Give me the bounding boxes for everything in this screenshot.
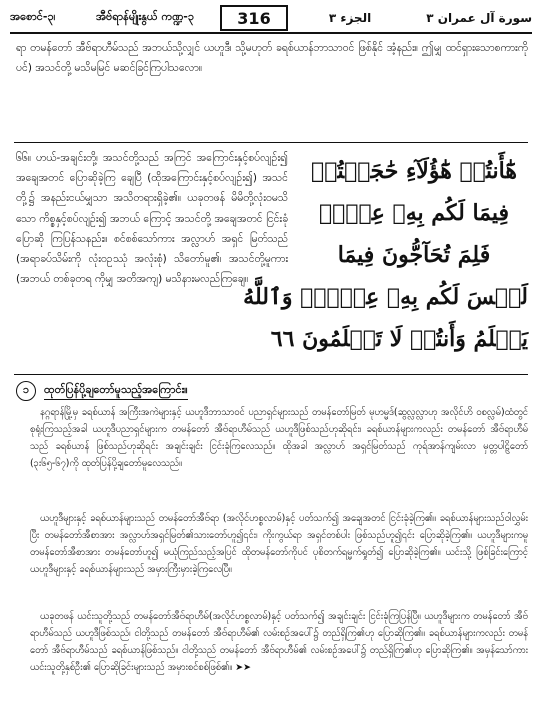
- arabic-line: هَٰٓأَنتُمۡ هَٰٓؤُلَآءِ حَٰجَجۡتُمۡ: [311, 158, 517, 184]
- arabic-line: فَلِمَ تُحَآجُّونَ فِيمَا: [337, 242, 491, 268]
- footnote-heading: [16, 380, 188, 402]
- continue-arrow-icon: ➤➤: [235, 662, 251, 673]
- divider-bottom: [14, 374, 528, 375]
- continued-paragraph: ရာ တမန်တော် အီဗ်ရာဟီမ်သည် အဘယ်သို့လျှင် ယဟူဒီ၊ သို့မဟုတ် ခရစ်ယာန်ဘာသာဝင် ဖြစ်နိုင် အံ့နည်း။ ဤမျှ ထင်ရှားသောစကားကိုပင်) အသင်တို့ မသိမမြင် မဆင်ခြင်ကြပါသလော။: [16, 42, 528, 74]
- juz-label: الجزء ٣: [328, 11, 372, 25]
- arabic-verse: [243, 150, 528, 366]
- book-title: အီဗ်ရာန်မျိုးနွယ် ကဏ္ဍ-၃: [95, 10, 195, 23]
- footnote-text: ယခုတဖန် ယင်းသူတို့သည် တမန်တော်အီဗ်ရာဟီမ်(အလိုင်ဟစ္စလာမ်)နှင့် ပတ်သက်၍ အချင်းချင်း ငြင်းခုံကြပြန်ပြီ။ ယဟူဒီများက တမန်တော် အီဗ်ရာဟီမ်သည် ယဟူဒီဖြစ်သည်၊ ငါတို့သည် တမန်တော် အီဗ်ရာဟီမ်၏ လမ်းစဉ်အပေါ်၌ တည်ရှိကြ၏ဟု ပြောဆိုကြ၏။ ခရစ်ယာန်များကလည်း တမန်တော် အီဗ်ရာဟီမ်သည် ခရစ်ယာန်ဖြစ်သည်။ ငါတို့သည် တမန်တော် အီဗ်ရာဟီမ်၏ လမ်းစဉ်အပေါ်၌ တည်ရှိကြ၏ဟု ပြောဆိုကြ၏။ အမှန်သော်ကား ယင်းသူတို့နှစ်ဦး၏ ပြောဆိုခြင်းများသည် အမှားစင်စစ်ဖြစ်၏။: [30, 611, 528, 673]
- page-number: 316: [220, 5, 288, 31]
- divider-top: [14, 142, 528, 143]
- page-header: [10, 4, 532, 34]
- arabic-line: لَيۡسَ لَكُم بِهِۦ عِلۡمٞۚ وَٱللَّهُ: [243, 284, 528, 310]
- footnote-paragraph: နဂ္ဂရာန်မြို့မှ ခရစ်ယာန် အကြီးအကဲများနှင့် ယဟူဒီဘာသာဝင် ပညာရှင်များသည် တမန်တော်မြတ် မုဟမ္မဒ်(ဆွလ္လလ္လာဟု အလိုင်ဟိ ဝစလ္လမ်)ထံတွင် စုရုံးကြသည့်အခါ ယဟူဒီပညာရှင်များက တမန်တော် အီဗ်ရာဟီမ်သည် ယဟူဒီဖြစ်သည်ဟုဆိုရင်း၊ ခရစ်ယာန်များကလည်း တမန်တော် အီဗ်ရာဟီမ်သည် ခရစ်ယာန် ဖြစ်သည်ဟုဆိုရင်း အချင်းချင်း ငြင်းခုံကြလေသည်။ ထိုအခါ အလ္လာဟ် အရှင်မြတ်သည် ကုရ်အာန်ကျမ်းလာ မှတ္တပါဠိတော် (၃း၆၅-၆၇)ကို ထုတ်ပြန်ပို့ချတော်မူလေသည်။: [30, 407, 528, 469]
- surah-label: سورة آل عمران ٣: [426, 11, 532, 25]
- volume-label: အစောင်-၃၊: [10, 10, 56, 23]
- arabic-line: فِيمَا لَكُم بِهِۦ عِلۡمٞ: [318, 200, 510, 226]
- verse-translation: ၆၆။ ဟယ်-အချင်းတို့၊ အသင်တို့သည် အကြင် အကြောင်းနှင့်စပ်လျဉ်း၍ အချေအတင် ပြောဆိုခဲ့ကြ ချေပြီ (ထိုအကြောင်းနှင့်စပ်လျဉ်း၍) အသင်တို့၌ အနည်းငယ်မျှသာ အသိတရားရှိခဲ့၏။ ယခုတဖန် မိမိတို့လုံးဝမသိသော ကိစ္စနှင့်စပ်လျဉ်း၍ အဘယ် ကြောင့် အသင်တို့ အချေအတင် ငြင်းခုံပြောဆို ကြပြန်သနည်း။ စင်စစ်သော်ကား အလ္လာဟ် အရှင် မြတ်သည် (အရာခပ်သိမ်းကို လုံးဝဥဿုံ အလုံးစုံ) သိတော်မူ၏၊ အသင်တို့မူကား (အဘယ် တစ်ခုတရ ကိုမျှ အတိအကျ) မသိနားမလည်ကြချေ။: [16, 152, 288, 286]
- footnote-paragraph: [30, 608, 528, 708]
- footnote-title: ထုတ်ပြန်ပို့ချတော်မူသည့်အကြောင်း။: [44, 383, 188, 400]
- footnote-number: ၁: [16, 381, 36, 401]
- arabic-line: يَعۡلَمُ وَأَنتُمۡ لَا تَعۡلَمُونَ ٦٦: [270, 326, 528, 352]
- footnote-paragraph: ယဟူဒီများနှင့် ခရစ်ယာန်များသည် တမန်တော်အီဗ်ရာ (အလိုင်ဟစ္စလာမ်)နှင့် ပတ်သက်၍ အချေအတင် ငြင်းခုံခဲ့ကြ၏။ ခရစ်ယာန်များသည်ဝါလွှမ်းပြီး တမန်တော်အီစာအား အလ္လာဟ်အရှင်မြတ်၏သားတော်ဟူ၍၎င်း၊ ကိုးကွယ်ရာ အရှင်တစ်ပါး ဖြစ်သည်ဟူ၍၎င်း ပြောဆိုခဲ့ကြ၏။ ယဟူဒီများကမူ တမန်တော်အီစာအား တမန်တော်ဟူ၍ မယုံကြည်သည့်အပြင် ထိုတမန်တော်ကိုပင် ပုစိတက်ရမ္မက်ရှုတ်၍ ပြောဆိုခဲ့ကြ၏။ ယင်းသို့ ဖြစ်ခြင်းကြောင့် ယဟူဒီများနှင့် ခရစ်ယာန်များသည် အမှားကြီးမှားခဲ့ကြလေပြီ။: [30, 513, 528, 575]
